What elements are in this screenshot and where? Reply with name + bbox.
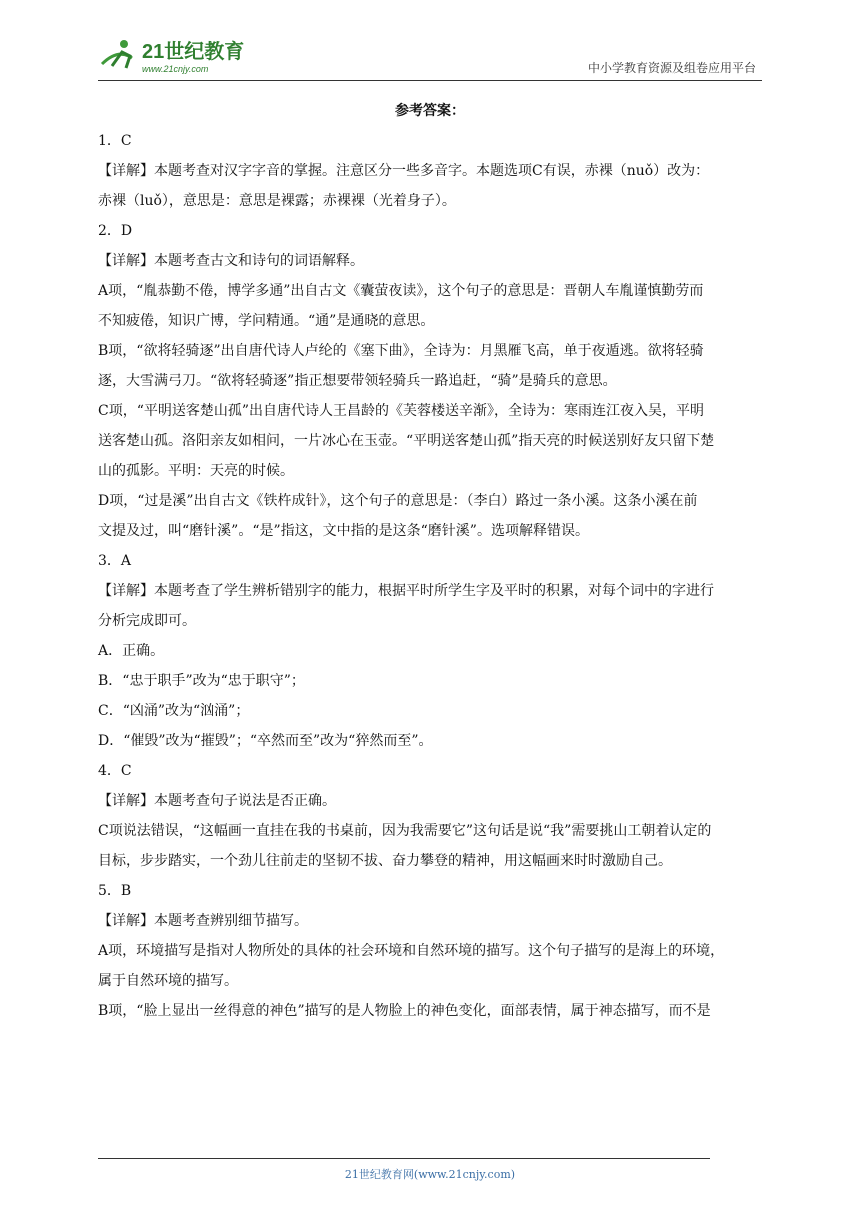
text-line: 1．C bbox=[98, 133, 132, 149]
text-line: 【详解】本题考查了学生辨析错别字的能力，根据平时所学生字及平时的积累，对每个词中的字进行 bbox=[98, 583, 714, 599]
text-line: D．“催毁”改为“摧毁”；“卒然而至”改为“猝然而至”。 bbox=[98, 733, 433, 749]
text-line: 不知疲倦，知识广博，学问精通。“通”是通晓的意思。 bbox=[98, 313, 435, 329]
page-header bbox=[98, 36, 762, 81]
logo-title: 21世纪教育 bbox=[142, 41, 245, 63]
text-line: 5．B bbox=[98, 883, 132, 899]
text-line: 属于自然环境的描写。 bbox=[98, 973, 238, 989]
page-title: 参考答案： bbox=[395, 103, 465, 119]
text-line: 【详解】本题考查句子说法是否正确。 bbox=[98, 793, 336, 809]
text-line: 3．A bbox=[98, 553, 132, 569]
text-line: B．“忠于职手”改为“忠于职守”； bbox=[98, 673, 305, 689]
answer-content bbox=[98, 96, 762, 1026]
text-line: D项，“过是溪”出自古文《铁杵成针》，这个句子的意思是：（李白）路过一条小溪。这条小溪在前 bbox=[98, 493, 698, 509]
text-line: C项说法错误，“这幅画一直挂在我的书桌前，因为我需要它”这句话是说“我”需要挑山工朝着认定的 bbox=[98, 823, 712, 839]
text-line: 2．D bbox=[98, 223, 133, 239]
answer-lines bbox=[98, 126, 762, 1026]
text-line: A．正确。 bbox=[98, 643, 165, 659]
text-line: 【详解】本题考查古文和诗句的词语解释。 bbox=[98, 253, 364, 269]
text-line: C．“凶涌”改为“汹涌”； bbox=[98, 703, 250, 719]
text-line: 目标，步步踏实，一个劲儿往前走的坚韧不拔、奋力攀登的精神，用这幅画来时时激励自己。 bbox=[98, 853, 672, 869]
text-line: 【详解】本题考查对汉字字音的掌握。注意区分一些多音字。本题选项C有误，赤裸（nuǒ）改为： bbox=[98, 163, 710, 179]
header-platform-text: 中小学教育资源及组卷应用平台 bbox=[587, 61, 756, 75]
text-line: 赤裸（luǒ），意思是：意思是裸露；赤裸裸（光着身子）。 bbox=[98, 193, 456, 209]
footer-divider bbox=[98, 1158, 710, 1159]
text-line: C项，“平明送客楚山孤”出自唐代诗人王昌龄的《芙蓉楼送辛渐》，全诗为：寒雨连江夜入吴，平明 bbox=[98, 403, 705, 419]
text-line: A项，“胤恭勤不倦，博学多通”出自古文《囊萤夜读》，这个句子的意思是：晋朝人车胤谨慎勤劳而 bbox=[98, 283, 704, 299]
text-line: B项，“脸上显出一丝得意的神色”描写的是人物脸上的神色变化，面部表情，属于神态描写，而不是 bbox=[98, 1003, 711, 1019]
text-line: B项，“欲将轻骑逐”出自唐代诗人卢纶的《塞下曲》，全诗为：月黑雁飞高，单于夜遁逃。欲将轻骑 bbox=[98, 343, 704, 359]
text-line: A项，环境描写是指对人物所处的具体的社会环境和自然环境的描写。这个句子描写的是海上的环境， bbox=[98, 943, 725, 959]
text-line: 文提及过，叫“磨针溪”。“是”指这，文中指的是这条“磨针溪”。选项解释错误。 bbox=[98, 523, 589, 539]
text-line: 【详解】本题考查辨别细节描写。 bbox=[98, 913, 308, 929]
text-line: 逐，大雪满弓刀。“欲将轻骑逐”指正想要带领轻骑兵一路追赶，“骑”是骑兵的意思。 bbox=[98, 373, 617, 389]
footer-text[interactable]: 21世纪教育网(www.21cnjy.com) bbox=[344, 1168, 516, 1181]
text-line: 山的孤影。平明：天亮的时候。 bbox=[98, 463, 294, 479]
logo-21cnjy bbox=[98, 36, 268, 76]
text-line: 分析完成即可。 bbox=[98, 613, 196, 629]
text-line: 4．C bbox=[98, 763, 132, 779]
logo-url: www.21cnjy.com bbox=[142, 64, 209, 74]
text-line: 送客楚山孤。洛阳亲友如相问，一片冰心在玉壶。“平明送客楚山孤”指天亮的时候送别好友只留下楚 bbox=[98, 433, 715, 449]
